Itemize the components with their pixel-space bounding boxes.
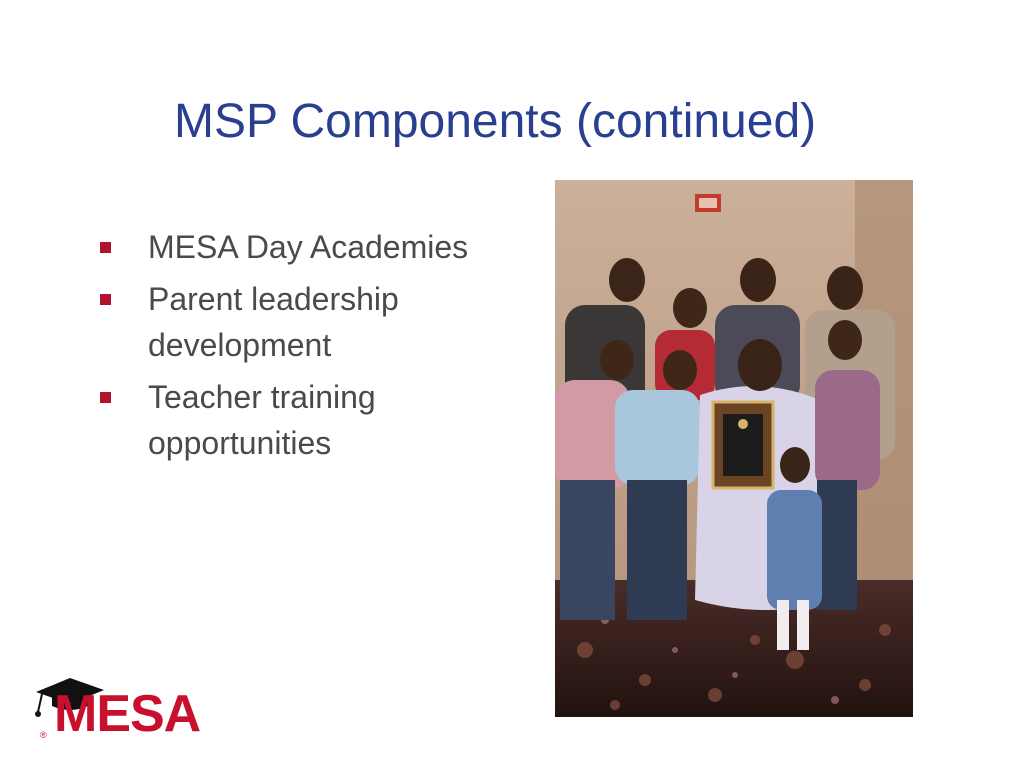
- bullet-item: [96, 374, 496, 466]
- bullet-text: Teacher training opportunities: [148, 379, 376, 461]
- bullet-text: MESA Day Academies: [148, 229, 469, 265]
- bullet-list: [96, 224, 496, 472]
- bullet-item: [96, 276, 496, 368]
- slide-title: MSP Components (continued): [174, 95, 817, 148]
- registered-mark: ®: [40, 730, 47, 740]
- logo-wordmark: MESA: [54, 685, 201, 743]
- mesa-logo: [34, 672, 234, 744]
- bullet-text: Parent leadership development: [148, 281, 399, 363]
- square-bullet-icon: [100, 242, 111, 253]
- bullet-item: [96, 224, 496, 270]
- square-bullet-icon: [100, 294, 111, 305]
- square-bullet-icon: [100, 392, 111, 403]
- group-photo: [555, 180, 913, 717]
